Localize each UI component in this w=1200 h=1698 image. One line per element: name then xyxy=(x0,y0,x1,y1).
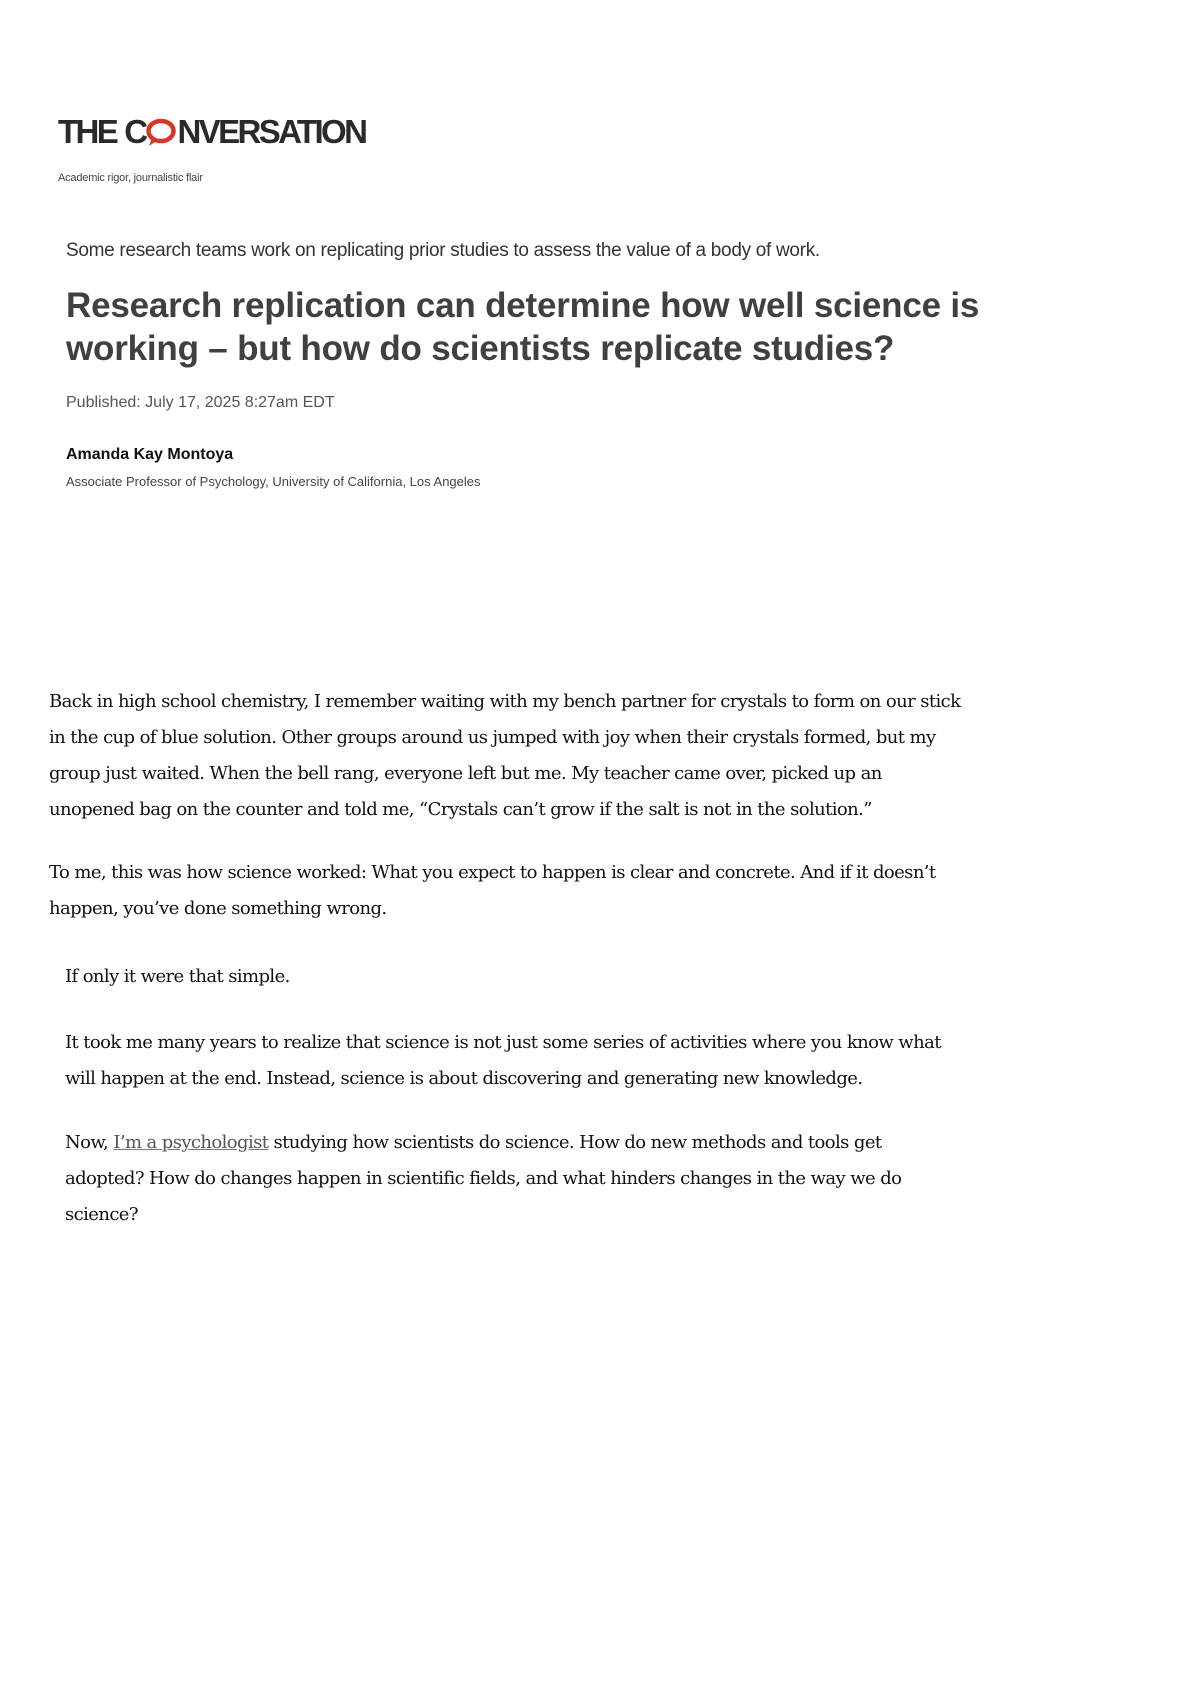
author-role: Associate Professor of Psychology, University of California, Los Angeles xyxy=(66,474,481,489)
body-paragraph-3: If only it were that simple. xyxy=(65,966,290,987)
author-name[interactable]: Amanda Kay Montoya xyxy=(66,446,234,463)
article-header xyxy=(66,240,1066,489)
psychologist-link[interactable]: I’m a psychologist xyxy=(113,1132,269,1153)
logo-text-nversation: NVERSATION xyxy=(177,113,366,150)
article-standfirst: Some research teams work on replicating prior studies to assess the value of a body of work. xyxy=(66,240,820,261)
body-paragraph-2: To me, this was how science worked: What you expect to happen is clear and concrete. And if it doesn’t happen, you’ve done something wrong. xyxy=(49,862,936,919)
logo-text-c: C xyxy=(124,113,146,150)
article-headline: Research replication can determine how well science is working – but how do scientists replicate studies? xyxy=(66,286,980,368)
site-tagline: Academic rigor, journalistic flair xyxy=(58,172,203,184)
speech-bubble-icon xyxy=(146,118,176,148)
masthead xyxy=(58,112,418,184)
body-paragraph-1: Back in high school chemistry, I remember waiting with my bench partner for crystals to form on our stick in the cup of blue solution. Other groups around us jumped with joy when their crystals formed, but my group just waited. When the bell rang, everyone left but me. My teacher came over, picked up an unopened bag on the counter and told me, “Crystals can’t grow if the salt is not in the solution.” xyxy=(49,691,961,820)
published-date: Published: July 17, 2025 8:27am EDT xyxy=(66,394,335,411)
body-paragraph-4: It took me many years to realize that science is not just some series of activities where you know what will happen at the end. Instead, science is about discovering and generating new knowledge. xyxy=(65,1032,941,1089)
paragraph-5-rest: studying how scientists do science. How do new methods and tools get adopted? How do changes happen in scientific fields, and what hinders changes in the way we do science? xyxy=(65,1132,902,1225)
site-logo[interactable] xyxy=(58,112,418,152)
logo-text-the: THE xyxy=(58,113,117,150)
paragraph-5-lead: Now, xyxy=(65,1132,114,1153)
body-paragraph-5 xyxy=(65,1125,945,1233)
